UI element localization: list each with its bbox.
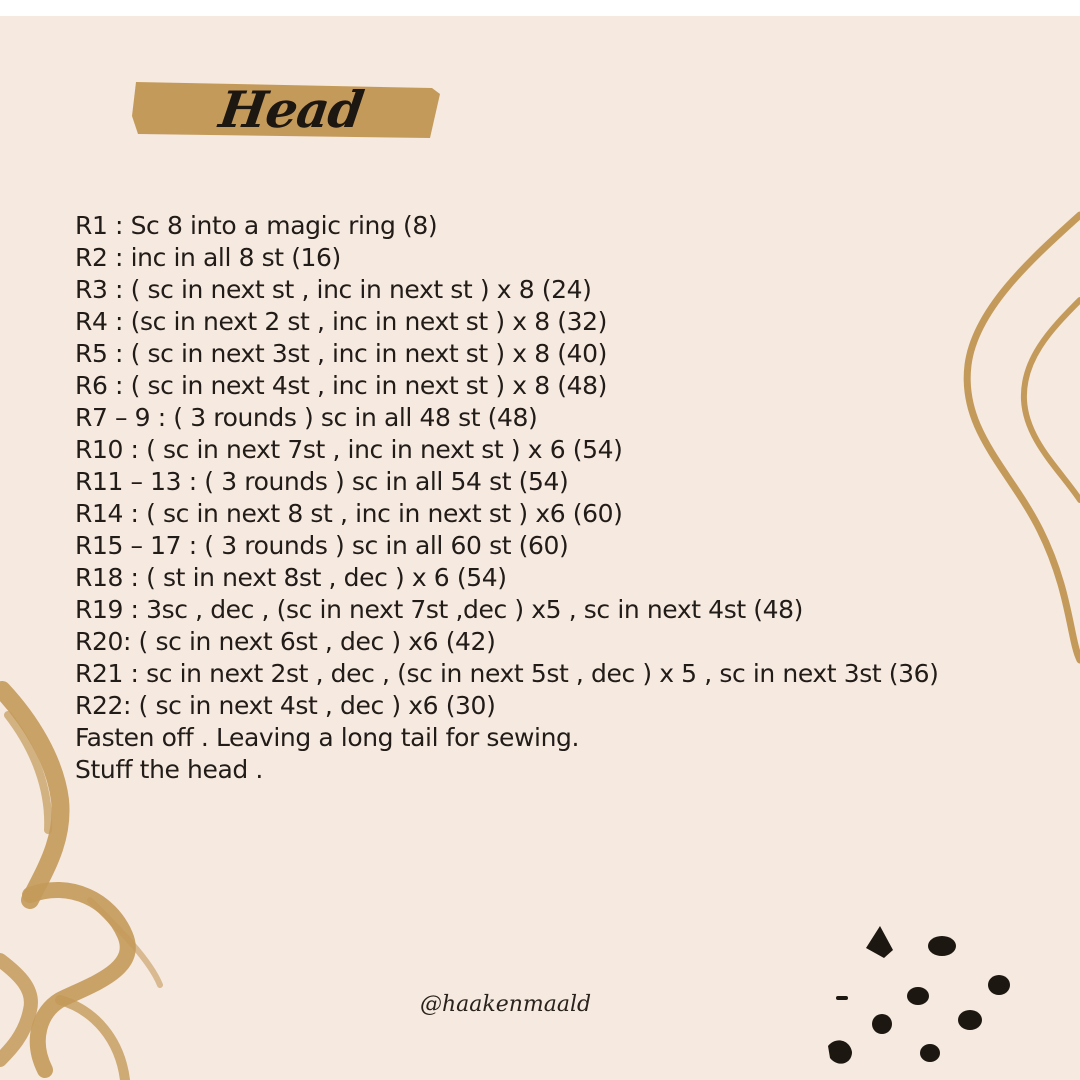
instruction-line: R14 : ( sc in next 8 st , inc in next st ) x6 (60)	[75, 499, 623, 528]
instruction-line: R19 : 3sc , dec , (sc in next 7st ,dec ) x5 , sc in next 4st (48)	[75, 595, 803, 624]
instruction-line: R22: ( sc in next 4st , dec ) x6 (30)	[75, 691, 496, 720]
instruction-line: R21 : sc in next 2st , dec , (sc in next 5st , dec ) x 5 , sc in next 3st (36)	[75, 659, 939, 688]
pattern-instructions	[75, 210, 939, 786]
wavy-line-inner	[1024, 300, 1080, 500]
dot-cluster	[828, 926, 1010, 1064]
instruction-line: R5 : ( sc in next 3st , inc in next st ) x 8 (40)	[75, 339, 607, 368]
instruction-line: Fasten off . Leaving a long tail for sewing.	[75, 723, 580, 752]
instruction-line: R2 : inc in all 8 st (16)	[75, 243, 341, 272]
page-title: Head	[215, 80, 367, 139]
wavy-line-outer	[967, 215, 1080, 660]
instruction-line: R1 : Sc 8 into a magic ring (8)	[75, 211, 438, 240]
instruction-line: R3 : ( sc in next st , inc in next st ) x 8 (24)	[75, 275, 592, 304]
instruction-line: R10 : ( sc in next 7st , inc in next st ) x 6 (54)	[75, 435, 623, 464]
instruction-line: R18 : ( st in next 8st , dec ) x 6 (54)	[75, 563, 507, 592]
instruction-line: R20: ( sc in next 6st , dec ) x6 (42)	[75, 627, 496, 656]
instruction-line: R4 : (sc in next 2 st , inc in next st ) x 8 (32)	[75, 307, 607, 336]
instruction-line: Stuff the head .	[75, 755, 263, 784]
instruction-line: R7 – 9 : ( 3 rounds ) sc in all 48 st (48)	[75, 403, 538, 432]
instruction-line: R11 – 13 : ( 3 rounds ) sc in all 54 st (54)	[75, 467, 569, 496]
instruction-line: R6 : ( sc in next 4st , inc in next st ) x 8 (48)	[75, 371, 607, 400]
instruction-line: R15 – 17 : ( 3 rounds ) sc in all 60 st (60)	[75, 531, 569, 560]
title-banner	[132, 76, 442, 144]
author-handle: @haakenmaald	[420, 992, 592, 1017]
